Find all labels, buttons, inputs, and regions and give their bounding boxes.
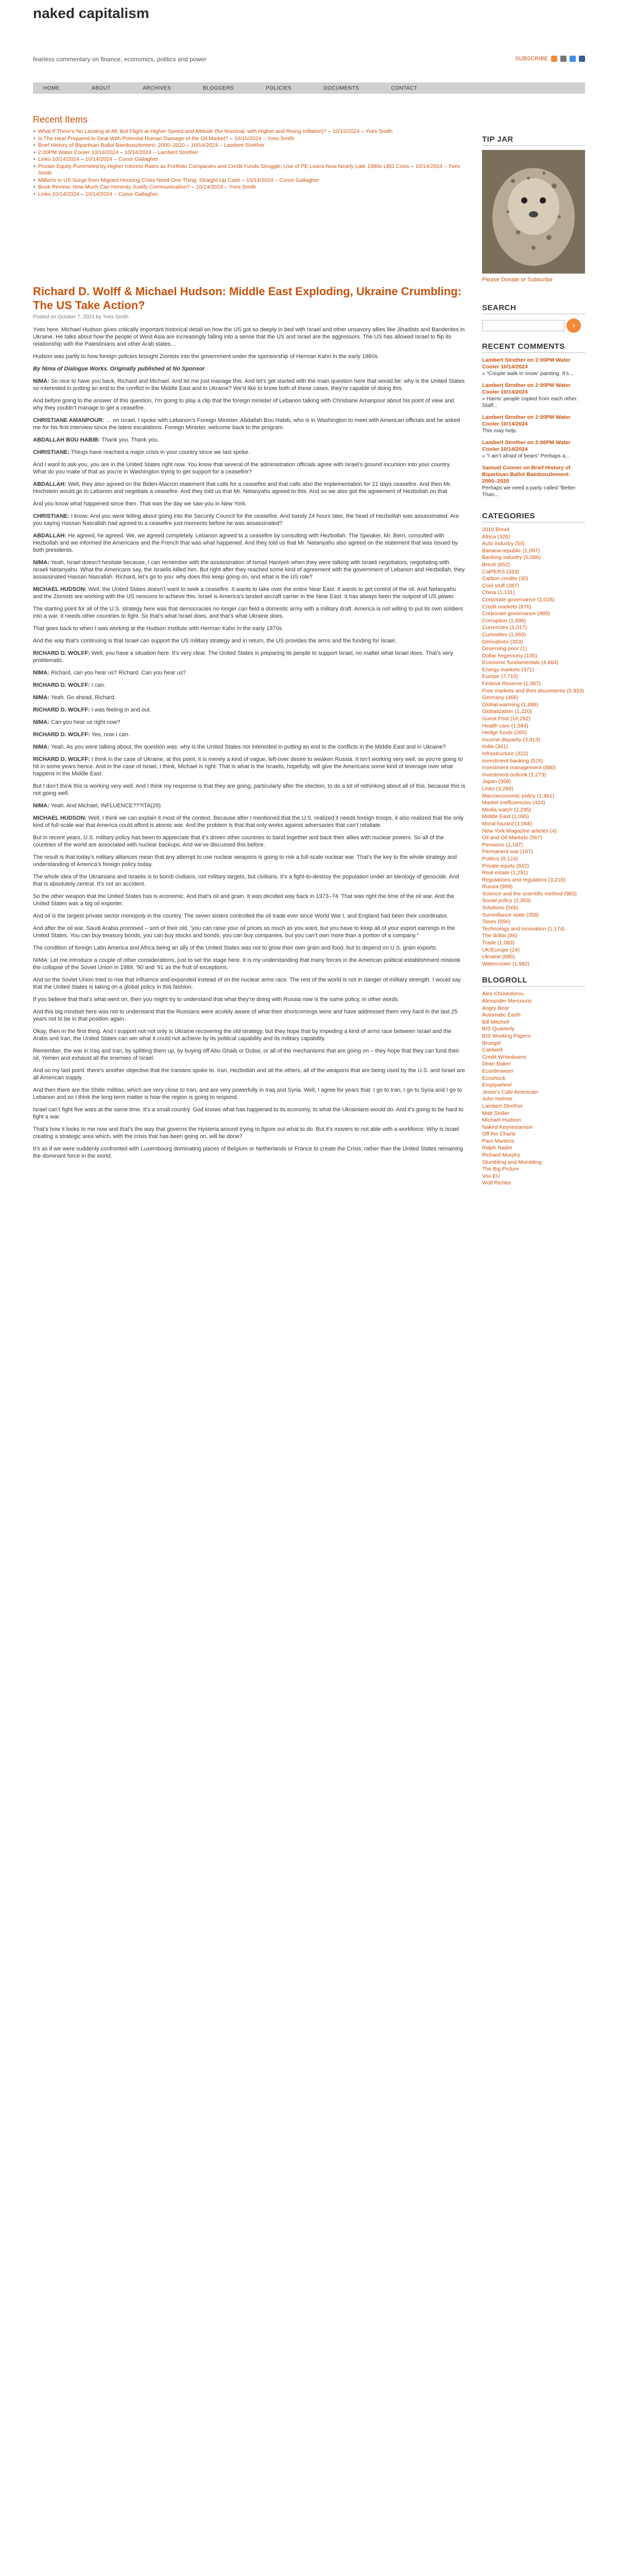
speaker-name: ABDALLAH:: [33, 481, 66, 487]
blogroll-link[interactable]: BIS Quarterly: [482, 1026, 515, 1032]
category-link[interactable]: Solutions (566): [482, 905, 519, 911]
category-link[interactable]: Energy markets (371): [482, 666, 534, 673]
transcript-paragraph: [33, 976, 466, 991]
category-link[interactable]: The dollar (86): [482, 933, 518, 939]
category-link[interactable]: Africa (326): [482, 533, 510, 540]
comment-author[interactable]: Samuel Conner on Brief History of Bipartisan Ballot Bamboozlement: 2000–2020: [482, 465, 571, 484]
email-icon[interactable]: [560, 56, 566, 62]
transcript-paragraph: [33, 532, 466, 554]
recent-item-meta: 10/15/2024 – Yves Smith: [332, 128, 393, 134]
speaker-name: NIMA:: [33, 803, 49, 809]
recent-item: • Links 10/14/2024 – 10/14/2024 – Conor Gallagher: [33, 156, 466, 163]
transcript-paragraph: [33, 756, 466, 777]
blogroll-heading: BLOGROLL: [482, 976, 585, 987]
category-link[interactable]: Infrastructure (322): [482, 751, 528, 757]
recent-comment: [482, 439, 585, 460]
blogroll-link[interactable]: John Helmer: [482, 1096, 513, 1103]
transcript-paragraph: [33, 637, 466, 645]
search-box: [482, 318, 585, 333]
blogroll-link[interactable]: Stumbling and Mumbling: [482, 1159, 542, 1165]
recent-comment: [482, 465, 585, 498]
category-link[interactable]: Banana republic (1,097): [482, 547, 540, 554]
blogroll-link[interactable]: Lambert Strether: [482, 1103, 523, 1109]
paragraph-text: I was feeling in and out.: [91, 707, 151, 713]
comment-text[interactable]: » “I ain’t afraid of bears” Perhaps a...: [482, 453, 570, 459]
blogroll-link[interactable]: Alexander Mercouris: [482, 998, 532, 1004]
speaker-name: NIMA:: [33, 378, 49, 384]
speaker-name: RICHARD D. WOLFF:: [33, 650, 90, 656]
category-link[interactable]: Japan (358): [482, 778, 511, 785]
blogroll-link[interactable]: Emptywheel: [482, 1082, 512, 1089]
comment-author[interactable]: Lambert Strether on 2:00PM Water Cooler 10/14/2024: [482, 382, 571, 395]
speaker-name: NIMA:: [33, 719, 49, 725]
blogroll-link[interactable]: Naked Keynesianism: [482, 1124, 533, 1130]
transcript-paragraph: [33, 743, 466, 751]
blogroll-link[interactable]: Jesse’s Cafe Americain: [482, 1089, 538, 1095]
recent-comment: [482, 382, 585, 409]
recent-item-meta: 10/14/2024 – Conor Gallagher: [246, 177, 319, 183]
rss-icon[interactable]: [551, 56, 557, 62]
transcript-paragraph: [33, 783, 466, 797]
tipjar-image[interactable]: [482, 150, 585, 274]
paragraph-text: Richard, can you hear us? Richard. Can you hear us?: [50, 670, 186, 676]
recent-item-link[interactable]: Links 10/14/2024: [38, 156, 79, 162]
category-link[interactable]: Europe (7,710): [482, 673, 519, 680]
paragraph-text: … on Israel, I spoke with Lebanon’s Foreign Minister, Abdallah Bou Habib, who is in Washington to meet with American officials and he asked me for his first interview since the latest escalations. Foreign Minister, welcome back to the program.: [33, 417, 460, 431]
category-link[interactable]: Politics (9,124): [482, 855, 518, 862]
transcript-paragraph: [33, 625, 466, 632]
paragraph-text: Thank you. Thank you.: [101, 437, 159, 443]
category-link[interactable]: China (1,131): [482, 589, 515, 596]
transcript-paragraph: [33, 694, 466, 701]
paragraph-text: And oil is the largest private sector monopoly in the country. The seven sisters controlled the oil trade ever since World War I, and England had been their coordinator.: [33, 913, 449, 919]
transcript-paragraph: [33, 1106, 466, 1121]
paragraph-text: So nice to have you back, Richard and Michael. And let me just manage this. And let’s get started with the main question here that would be: why is the United States so interested in putting an end to the conflict in the Middle East and in Ukraine? We’d like to know both of these cases, they’re capable of doing this.: [33, 378, 465, 392]
category-link[interactable]: Technology and innovation (1,174): [482, 925, 565, 932]
recent-item-link[interactable]: Is The Heat Prepared to Deal With Potential Human Damage of the Oil Market?: [38, 135, 229, 142]
twitter-icon[interactable]: [570, 56, 576, 62]
category-link[interactable]: Brexit (852): [482, 561, 510, 568]
blogroll-link[interactable]: Econbrowser: [482, 1067, 514, 1074]
speaker-name: ABDALLAH:: [33, 533, 66, 539]
nav-about[interactable]: ABOUT: [92, 85, 111, 91]
paragraph-text: That’s how it looks to me now and that’s the way that governs the Hysteria around trying to figure out what to do. But it’s movers to not able with a workforce. Why is Israel creating a strategic area which, with the crisis that has been going on, will be done?: [33, 1126, 459, 1140]
transcript-paragraph: [33, 682, 466, 689]
speaker-name: CHRISTIANE AMANPOUR:: [33, 417, 105, 423]
transcript-paragraph: [33, 1028, 466, 1042]
transcript-paragraph: [33, 397, 466, 412]
category-link[interactable]: Permanent war (187): [482, 849, 533, 855]
recent-comment: [482, 357, 585, 377]
blogroll-link[interactable]: The Big Picture: [482, 1166, 519, 1173]
article-body: [33, 378, 466, 1160]
transcript-paragraph: [33, 500, 466, 507]
paragraph-text: Well, you have a situation here. It’s very clear. The United States is preparing its people to support Israel, no matter what Israel does. That’s very problematic.: [33, 650, 453, 664]
recent-item: • 2:00PM Water Cooler 10/14/2024 – 10/14/2024 – Lambert Strether: [33, 149, 466, 157]
transcript-paragraph: [33, 912, 466, 920]
category-link[interactable]: New York Magazine articles (4): [482, 827, 557, 834]
recent-items-heading: Recent Items: [33, 114, 88, 125]
transcript-paragraph: [33, 834, 466, 849]
recent-item-link[interactable]: Brief History of Bipartisan Ballot Bamboozlement: 2000–2020: [38, 142, 185, 148]
paragraph-text: Israel can’t fight five wars at the same time. It’s a small country. God knows what has happened to its economy, to what the Ukrainians would do. And it’s going to be hard to fight a war.: [33, 1107, 464, 1120]
recent-comment: [482, 414, 585, 434]
comment-author[interactable]: Lambert Strether on 2:00PM Water Cooler 10/14/2024: [482, 414, 571, 427]
comment-text[interactable]: » “Couple walk in snow’ painting. It’s...: [482, 370, 574, 377]
paragraph-text: Yeah. As you were talking about, the question was: why is the United States not interested in putting an end to the conflicts in the Middle East and in Ukraine?: [50, 744, 446, 750]
transcript-paragraph: [33, 815, 466, 829]
transcript-paragraph: [33, 378, 466, 392]
category-link[interactable]: Banking industry (5,086): [482, 554, 541, 561]
comment-text[interactable]: » Harris’ people copied from each other. Staff...: [482, 396, 578, 409]
category-link[interactable]: Media watch (2,295): [482, 806, 531, 813]
site-logo[interactable]: naked capitalism: [33, 5, 149, 21]
paragraph-text: And so my last point: there’s another objective that the Iranians spoke to. Iran, Hezbollah and all the others, all of the weapons that are being used by the U.S. and Israel are all American supply.: [33, 1067, 465, 1081]
paragraph-text: Yeah. And Michael, INFLUENCE???ITA(29): [50, 803, 161, 809]
speaker-name: MICHAEL HUDSON:: [33, 815, 87, 821]
blogroll-link[interactable]: Alex Christoforou: [482, 991, 524, 997]
comment-author[interactable]: Lambert Strether on 2:00PM Water Cooler 10/14/2024: [482, 357, 571, 370]
paragraph-text: The result is that today’s military alliances mean that any attempt to use nuclear weapons is going to risk a full-scale nuclear war. That’s the key to the whole strategy and understanding of America’s foreign policy today.: [33, 854, 457, 868]
blogroll-link[interactable]: Dean Baker: [482, 1061, 511, 1067]
blogroll-link[interactable]: Pam Martens: [482, 1138, 514, 1144]
donate-link[interactable]: Please Donate or Subscribe: [482, 277, 553, 283]
paragraph-text: And after the oil war, Saudi Arabia promised – sort of their old, “you can raise your oil prices as much as you want, but you have to keep all of your export earnings in the United States. You can buy treasury bonds, you can buy stocks and bonds, you can buy companies, but you can’t own more than a portion of a company.”: [33, 925, 455, 939]
article-title[interactable]: Richard D. Wolff & Michael Hudson: Middle East Exploding, Ukraine Crumbling: The US Take Action?: [33, 285, 461, 312]
comment-author[interactable]: Lambert Strether on 2:00PM Water Cooler 10/14/2024: [482, 439, 571, 452]
blogroll-link[interactable]: Ralph Nader: [482, 1145, 512, 1151]
speaker-name: RICHARD D. WOLFF:: [33, 732, 90, 738]
transcript-paragraph: [33, 944, 466, 952]
facebook-icon[interactable]: [579, 56, 585, 62]
category-link[interactable]: India (341): [482, 743, 508, 750]
paragraph-text: And before going to the answer of this question, I’m going to play a clip that the foreign minister of Lebanon talking with Christiane Amanpour about his point of view and why they couldn’t manage to get a ceasefire.: [33, 398, 454, 411]
paragraph-text: And then there are the Shiite militias, which are very close to Iran, and are very powerfully in Iraq and Syria. Well, I agree for years that: I go to Iran, I go to Syria and I go to Lebanon and so I think the long-term matter is how the region is going to respond.: [33, 1087, 462, 1100]
paragraph-text: Yes, now I can.: [91, 732, 130, 738]
comment-text[interactable]: Perhaps we need a party called “Better Than...: [482, 485, 576, 498]
blogroll-link[interactable]: Automatic Earth: [482, 1012, 521, 1019]
category-link[interactable]: Cool stuff (287): [482, 582, 519, 589]
transcript-paragraph: [33, 436, 466, 444]
transcript-paragraph: [33, 650, 466, 664]
paragraph-text: It’s as if we were suddenly confronted with Luxembourg dominating places of Belgium or Netherlands or France to create the Crisis; rather than the United States remaining the dominant force in the world.: [33, 1146, 464, 1159]
category-link[interactable]: Deserving poor (1): [482, 646, 527, 652]
search-input[interactable]: [482, 320, 564, 331]
category-link[interactable]: Curiosities (1,093): [482, 631, 526, 638]
category-link[interactable]: Links (3,289): [482, 785, 513, 792]
site-tagline: fearless commentary on finance, economics, politics and power: [33, 56, 207, 63]
recent-item-link[interactable]: Millions in US Surge from Migrant Housing Crisis Need One Thing: Straight Up Cash: [38, 177, 241, 183]
category-link[interactable]: Science and the scientific method (983): [482, 890, 577, 897]
speaker-name: NIMA:: [33, 694, 49, 701]
category-link[interactable]: Pensions (1,187): [482, 841, 523, 848]
blogroll-link[interactable]: Caldwell: [482, 1047, 503, 1054]
speaker-name: CHRISTIANE:: [33, 513, 70, 519]
category-link[interactable]: Investment management (880): [482, 765, 556, 771]
speaker-name: NIMA:: [33, 560, 49, 566]
category-link[interactable]: Oil and Oil Markets (567): [482, 835, 542, 841]
subscribe-area: [515, 56, 585, 62]
category-link[interactable]: Hedge funds (265): [482, 730, 527, 736]
transcript-paragraph: [33, 669, 466, 676]
paragraph-text: Okay, then in the first thing. And I support not not only is Ukraine recovering the old strategy, but they hope that by impeding a kind of arms race between Israel and the Arabs and Iran, the United States can win what it could not achieve by its political capability and its military capability.: [33, 1028, 452, 1042]
tipjar-heading: TIP JAR: [482, 135, 585, 146]
recent-item-link[interactable]: 2:00PM Water Cooler 10/14/2024: [38, 149, 119, 156]
header: [33, 5, 585, 22]
intro-paragraph: By Nima of Dialogue Works. Originally published at No Sponsor: [33, 366, 205, 372]
category-link[interactable]: Free markets and their discontents (5,933): [482, 687, 584, 694]
transcript-paragraph: [33, 1008, 466, 1023]
paragraph-text: Things have reached a major crisis in your country since we last spoke.: [71, 449, 250, 455]
paragraph-text: Well, the United States doesn’t want to seek a ceasefire. It wants to take over the entire Near East. It wants to get control of the oil. And Netanyahu and the Zionists are working with the US neocons to achieve this. Israel is America’s landed aircraft carrier in the Near East. It has always been the outpost of US power.: [33, 586, 456, 600]
recent-comments-list: [482, 357, 585, 498]
article-posted: Posted on October 7, 2024 by Yves Smith: [33, 314, 129, 320]
category-link[interactable]: Social policy (2,393): [482, 897, 531, 904]
paragraph-text: Yeah, Israel doesn’t hesitate because, I can remember with the assassination of Ismail Haniyeh when they were talking with Israeli negotiators, negotiating with Israeli Netanyahu. What the Americans say, the Israelis killed him. But right after they reached some kind of agreement with the government of Lebanon and Hezbollah, they assassinated Hassan Nasrallah. Richard, let’s go to you: why does this keep going on, and what is the US role?: [33, 560, 465, 580]
category-link[interactable]: Macroeconomic policy (1,461): [482, 792, 555, 799]
category-link[interactable]: Currencies (1,017): [482, 624, 527, 631]
transcript-paragraph: [33, 706, 466, 714]
speaker-name: RICHARD D. WOLFF:: [33, 682, 90, 688]
paragraph-text: If you believe that that’s what went on, then you might try to understand that what they’re doing with Russia now is the same policy, in other words.: [33, 996, 400, 1003]
blogroll-link[interactable]: Wolf Richter: [482, 1180, 511, 1187]
paragraph-text: Yeah. Go ahead, Richard.: [50, 694, 116, 701]
recent-item-meta: 10/15/2024 – Yves Smith: [234, 135, 295, 142]
paragraph-text: Well, they also agreed on the Biden-Macron statement that calls for a ceasefire and that calls also the implementation for 21 days ceasefire. And then Mr. Hochstein would go to Lebanon and negotiate a ceasefire. And they told us that Mr. Netanyahu agreed to this. And so we also got the agreement of Hezbollah on that.: [33, 481, 452, 495]
recent-item-link[interactable]: Book Review: How Much Can Honesty Justify Communication?: [38, 184, 190, 190]
transcript-paragraph: [33, 873, 466, 888]
paragraph-text: And this big mindset here was not to understand that the Russians were acutely aware of what their shortcomings were and have addressed them very hard in the last 25 years not to be in that position again.: [33, 1009, 458, 1022]
category-link[interactable]: Credit markets (876): [482, 603, 531, 610]
speaker-name: CHRISTIANE:: [33, 449, 70, 455]
transcript-paragraph: [33, 957, 466, 971]
category-link[interactable]: Auto industry (54): [482, 540, 525, 547]
recent-item-link[interactable]: Links 10/14/2024: [38, 191, 79, 197]
intro-paragraph: Hudson was partly to how foreign policies brought Zionists into the government under the sponsorship of Herman Kahn in the early 1960s.: [33, 353, 379, 360]
recent-item: • What If There’s No Landing at All, But Flight at Higher Speed and Altitude (for Nominal, with Higher and Rising Inflation)? – 10/15/2024 – Yves Smith: [33, 128, 466, 135]
recent-item-meta: 10/14/2024 – Conor Gallagher: [85, 156, 158, 162]
transcript-paragraph: [33, 1047, 466, 1062]
category-link[interactable]: Dollar hegemony (135): [482, 652, 537, 659]
transcript-paragraph: [33, 1087, 466, 1101]
recent-item: • Brief History of Bipartisan Ballot Bamboozlement: 2000–2020 – 10/14/2024 – Lambert Strether: [33, 142, 466, 149]
blogroll-list: [482, 991, 585, 1187]
category-link[interactable]: Investment outlook (1,273): [482, 771, 546, 778]
blogroll-link[interactable]: Richard Murphy: [482, 1152, 521, 1159]
category-link[interactable]: Private equity (842): [482, 862, 529, 869]
transcript-paragraph: [33, 925, 466, 939]
paragraph-text: And I want to ask you, you are in the United States right now. You know that several of the administration officials agree with Israel’s ground incursion into your country. What do you make of that as you’re in Washington trying to get support for a ceasefire?: [33, 462, 451, 475]
transcript-paragraph: [33, 417, 466, 431]
recent-item-meta: 10/14/2024 – Yves Smith: [196, 184, 256, 190]
sidebar: [482, 135, 585, 1187]
paragraph-text: That goes back to when I was working at the Hudson Institute with Herman Kahn in the early 1970s.: [33, 625, 284, 632]
recent-item-meta: 10/14/2024 – Lambert Strether: [191, 142, 265, 148]
paragraph-text: So the other weapon that the United States has is economic. And that’s oil and grain. It was decided way back in 1973–74. That was right the time of the oil war. And the United States was a big oil exporter.: [33, 893, 454, 907]
transcript-paragraph: [33, 481, 466, 495]
category-link[interactable]: Market inefficiencies (424): [482, 800, 545, 806]
category-link[interactable]: UK/Europe (24): [482, 946, 520, 953]
category-link[interactable]: 2016 Brexit: [482, 527, 510, 533]
transcript-paragraph: [33, 1145, 466, 1160]
intro-paragraph: Yves here. Michael Hudson gives critically important historical detail on how the US got so deeply in bed with Israel and other unsavory allies like Jihadists and Banderites in Ukraine. He talks about how the people of West Asia are increasingly falling into a sense that the US and Israel are the aggressors. The US has allowed Israel to flip its relationship with the Palestinians and other Arab states…: [33, 327, 465, 347]
transcript-paragraph: [33, 802, 466, 809]
speaker-name: NIMA:: [33, 670, 49, 676]
paragraph-text: He agreed, he agreed. We, we agreed completely. Lebanon agreed to a ceasefire by consulting with Hezbollah. The Speaker, Mr. Berri, consulted with Hezbollah and we informed the Americans and the French that was what happened. And they told us that Mr. Netanyahu also agreed on the statement that was issued by both presidents.: [33, 533, 458, 553]
recent-item: • Private Equity Pummeled by Higher Interest Rates as Portfolio Companies and Credit Funds Struggle; Use of PE Loans Now Nearly Late 1980s LBO Crisis – 10/14/2024 – Yves Smith: [33, 163, 466, 177]
blogroll-link[interactable]: Angry Bear: [482, 1005, 509, 1011]
transcript-paragraph: [33, 1126, 466, 1140]
nav-bloggers[interactable]: BLOGGERS: [203, 85, 234, 91]
nav-archives[interactable]: ARCHIVES: [142, 85, 171, 91]
transcript-paragraph: [33, 731, 466, 738]
paragraph-text: But in recent years, U.S. military policy has been to appreciate that it’s driven other countries to band together and back their allies with nuclear powers. So all of the countries of the world are associated with nuclear backups. And we’ve discussed this before.: [33, 835, 444, 848]
blogroll-link[interactable]: BIS Working Papers: [482, 1032, 531, 1039]
speaker-name: MICHAEL HUDSON:: [33, 586, 87, 592]
article: [33, 284, 466, 1165]
recent-item-link[interactable]: Private Equity Pummeled by Higher Interest Rates as Portfolio Companies and Credit Funds Struggle; Use of PE Loans Now Nearly Late 1980s LBO Crisis: [38, 163, 409, 170]
paragraph-text: The condition of foreign Latin America and Africa being an ally of the United States was not to grow their own grain and food, but to depend on U.S. grain exports.: [33, 945, 438, 951]
paragraph-text: I know. And you were telling about going into the Security Council for the ceasefire. And barely 24 hours later, the head of Hezbollah was assassinated. Are you saying Hassan Nasrallah had agreed to a ceasefire just moments before he was assassinated?: [33, 513, 459, 527]
transcript-paragraph: [33, 719, 466, 726]
transcript-paragraph: [33, 1067, 466, 1081]
category-link[interactable]: Middle East (1,095): [482, 814, 529, 820]
recent-item-link[interactable]: What If There’s No Landing at All, But Flight at Higher Speed and Altitude (for Nominal, with Higher and Rising Inflation)?: [38, 128, 327, 134]
recent-item-meta: 10/14/2024 – Lambert Strether: [124, 149, 198, 156]
paragraph-text: The whole idea of the Ukrainians and Israelis is to bomb civilians, not military targets, but civilians. It’s a fight-to-destroy the population under an ideology of genocide. And that is absolutely central. It’s not an accident.: [33, 874, 459, 887]
transcript-paragraph: [33, 559, 466, 581]
category-link[interactable]: Investment banking (526): [482, 757, 543, 764]
transcript-paragraph: [33, 854, 466, 868]
nav-policies[interactable]: POLICIES: [266, 85, 292, 91]
speaker-name: ABDALLAH BOU HABIB:: [33, 437, 100, 443]
recent-item: • Millions in US Surge from Migrant Housing Crisis Need One Thing: Straight Up Cash – 10/14/2024 – Conor Gallagher: [33, 177, 466, 184]
category-link[interactable]: Regulations and regulators (3,218): [482, 876, 565, 883]
speaker-name: RICHARD D. WOLFF:: [33, 707, 90, 713]
article-intro: [33, 326, 466, 372]
paragraph-text: And so the Soviet Union tried to rise that influence and expanded instead of on the nuclear arms race. The rest of the world is not in danger of military strength. I would say that the United States is taking on a global policy in this fashion.: [33, 977, 461, 990]
transcript-paragraph: [33, 996, 466, 1003]
speaker-name: NIMA:: [33, 744, 49, 750]
blogroll-link[interactable]: Bill Mitchell: [482, 1019, 509, 1025]
main-nav: [33, 82, 585, 94]
blogroll-link[interactable]: Matt Stoller: [482, 1110, 510, 1116]
category-link[interactable]: Global warming (1,886): [482, 701, 539, 708]
nav-home[interactable]: HOME: [43, 85, 60, 91]
category-link[interactable]: Surveillance state (358): [482, 911, 539, 918]
category-link[interactable]: Corporate governance (1,026): [482, 596, 555, 603]
transcript-paragraph: [33, 586, 466, 600]
category-link[interactable]: Corporate governance (989): [482, 611, 550, 617]
category-link[interactable]: Germany (466): [482, 694, 519, 701]
paragraph-text: Can you hear us right now?: [50, 719, 121, 725]
paragraph-text: But I don’t think this is working very well. And I think my response is that they are going, particularly after the election, to do a lot of rethinking about all of this, because this is not going well.: [33, 783, 466, 796]
speaker-name: RICHARD D. WOLFF:: [33, 756, 90, 762]
category-link[interactable]: Guest Post (16,292): [482, 716, 530, 722]
recent-item-meta: 10/14/2024 – Yves Smith: [38, 163, 460, 176]
comment-text[interactable]: This may help.: [482, 428, 518, 434]
transcript-paragraph: [33, 513, 466, 527]
blogroll-link[interactable]: Michael Hudson: [482, 1117, 521, 1124]
category-link[interactable]: Russia (999): [482, 884, 513, 890]
blogroll-link[interactable]: Ecoshock: [482, 1075, 506, 1081]
category-link[interactable]: Corruption (1,696): [482, 617, 526, 624]
paragraph-text: Well, I think we can explain it most of the context. Because after I mentioned that the U.S. realized it needs foreign troops, it also realized that the only kind of full-scale war that America could afford is atomic war. And the problem is that that only works against adversaries that can’t retaliate.: [33, 815, 464, 828]
category-link[interactable]: Taxes (556): [482, 919, 510, 925]
blogroll-link[interactable]: Bruegel: [482, 1040, 501, 1046]
blogroll-link[interactable]: Credit Writedowns: [482, 1054, 526, 1060]
category-link[interactable]: Trade (1,083): [482, 940, 515, 946]
transcript-paragraph: [33, 449, 466, 456]
paragraph-text: And you know what happened since then. That was the day we saw you in New York.: [33, 501, 247, 507]
categories-heading: CATEGORIES: [482, 512, 585, 522]
category-link[interactable]: Federal Reserve (1,387): [482, 681, 541, 687]
transcript-paragraph: [33, 461, 466, 476]
search-button[interactable]: [566, 318, 581, 333]
search-heading: SEARCH: [482, 303, 585, 314]
recent-comments-heading: RECENT COMMENTS: [482, 342, 585, 353]
paragraph-text: I think in the case of Ukraine, at this point, it is merely a kind of vague, left-over desire to weaken Russia. It isn’t working very well, as you’re going to hit in some years hence. And in the case of Israel, I think, Michael is right. That is what is the Israelis, hopefully, will give the Americans some kind of leverage over what happens in the Middle East.: [33, 756, 463, 777]
recent-item: • Book Review: How Much Can Honesty Justify Communication? – 10/14/2024 – Yves Smith: [33, 184, 466, 191]
recent-item-meta: 10/14/2024 – Conor Gallagher: [85, 191, 158, 197]
transcript-paragraph: [33, 893, 466, 907]
category-link[interactable]: CalPERS (333): [482, 568, 519, 575]
search-icon: ›: [572, 321, 575, 330]
blogroll-link[interactable]: Off the Charts: [482, 1131, 516, 1138]
category-link[interactable]: Moral hazard (1,068): [482, 820, 533, 827]
paragraph-text: I can.: [91, 682, 106, 688]
tagline-row: [33, 56, 585, 66]
blogroll-link[interactable]: Vox EU: [482, 1173, 501, 1179]
subscribe-link[interactable]: SUBSCRIBE: [515, 56, 548, 62]
recent-item: • Links 10/14/2024 – 10/14/2024 – Conor Gallagher: [33, 191, 466, 198]
recent-items-list: [33, 128, 466, 198]
paragraph-text: NIMA: Let me introduce a couple of other considerations, just to set the stage here. It is my understanding that many forces in the American political establishment mistook the collapse of the Soviet Union in 1989, ’90 and ’91 as the fruit of exceptions.: [33, 957, 460, 971]
category-link[interactable]: Globalization (1,220): [482, 708, 532, 715]
paragraph-text: And the way that’s continuing is that Israel can support the US military strategy and in return, the US provides the arms and the funding for Israel.: [33, 638, 397, 644]
recent-item: • Is The Heat Prepared to Deal With Potential Human Damage of the Oil Market? – 10/15/2024 – Yves Smith: [33, 135, 466, 143]
category-link[interactable]: Carbon credits (30): [482, 575, 528, 582]
paragraph-text: The starting point for all of the U.S. strategy here was that democracies no longer can field a domestic army with a military draft. America is not willing to put its own soldiers into a war. It needs other countries to fight. So that’s what Israel does, and that’s what Ukraine does.: [33, 606, 464, 619]
paragraph-text: Remember, the war in Iraq and Iran, by splitting them up, by buying off Abu Ghaib or Dubai, or all of the mechanisms that are going on – they hope that they can fund their oil, Yemen and exhaust all the enemies of Israel.: [33, 1048, 459, 1061]
category-link[interactable]: Economic fundamentals (4,664): [482, 659, 559, 666]
category-link[interactable]: Derivatives (353): [482, 638, 523, 645]
category-link[interactable]: Watercooler (1,982): [482, 960, 530, 967]
recent-items: [33, 114, 466, 198]
category-link[interactable]: Income disparity (3,913): [482, 736, 540, 743]
categories-list: [482, 527, 585, 968]
transcript-paragraph: [33, 605, 466, 620]
category-link[interactable]: Real estate (1,291): [482, 870, 528, 876]
category-link[interactable]: Ukraine (686): [482, 954, 515, 960]
nav-contact[interactable]: CONTACT: [391, 85, 418, 91]
category-link[interactable]: Health care (1,584): [482, 722, 528, 729]
nav-documents[interactable]: DOCUMENTS: [323, 85, 359, 91]
